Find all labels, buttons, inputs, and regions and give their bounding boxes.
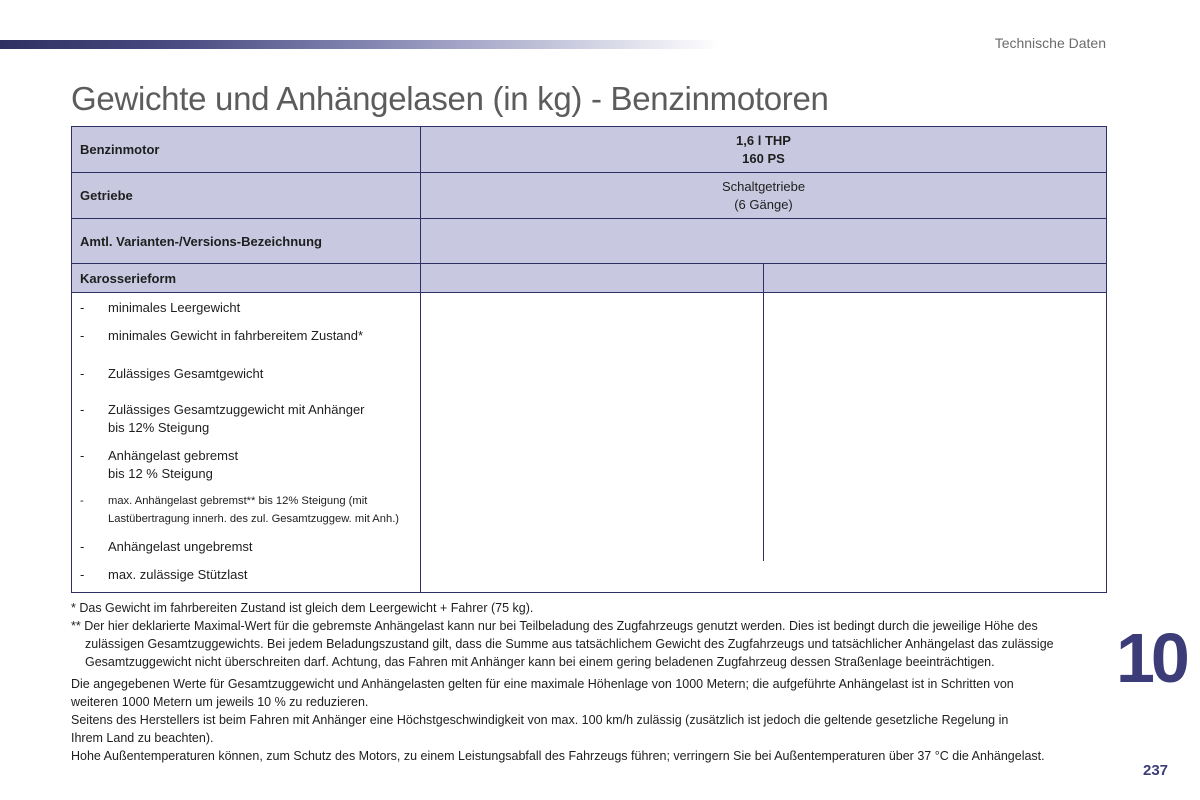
engine-value bbox=[421, 127, 1107, 173]
speed-note bbox=[71, 711, 1111, 747]
item-text bbox=[108, 492, 420, 538]
chapter-number: 10 bbox=[1116, 619, 1186, 697]
gearbox-gears: (6 Gänge) bbox=[734, 196, 793, 212]
item-text-line2: bis 12 % Steigung bbox=[108, 466, 213, 481]
item-text: Zulässiges Gesamtgewicht bbox=[108, 366, 264, 381]
values-area bbox=[421, 293, 1106, 590]
item-dash: - bbox=[80, 300, 85, 315]
engine-label: Benzinmotor bbox=[72, 127, 421, 173]
item-text: minimales Leergewicht bbox=[108, 300, 241, 315]
body-value-col2 bbox=[764, 264, 1107, 293]
gearbox-label: Getriebe bbox=[72, 173, 421, 219]
page-number: 237 bbox=[1143, 762, 1169, 779]
section-label: Technische Daten bbox=[994, 35, 1106, 51]
footnote-weight: * Das Gewicht im fahrbereiten Zustand ist gleich dem Leergewicht + Fahrer (75 kg). bbox=[71, 601, 534, 615]
column-divider bbox=[763, 293, 764, 561]
footnote-line: ** Der hier deklarierte Maximal-Wert für die gebremste Anhängelast kann nur bei Teilbeladung des Zugfahrzeugs genutzt werden. Dies ist bedingt durch die jeweilige Höhe des bbox=[71, 619, 1038, 633]
table-row-body bbox=[72, 264, 1107, 293]
list-item bbox=[72, 401, 420, 447]
item-text: minimales Gewicht in fahrbereitem Zustand* bbox=[108, 328, 364, 343]
body-value-col1 bbox=[421, 264, 764, 293]
weights-table bbox=[71, 126, 1107, 593]
list-item bbox=[72, 365, 420, 401]
note-line: Die angegebenen Werte für Gesamtzuggewicht und Anhängelasten gelten für eine maximale Höhenlage von 1000 Metern; die aufgeführte Anhängelast ist in Schritten von bbox=[71, 677, 1014, 691]
list-item bbox=[72, 327, 420, 365]
item-text-line2: Lastübertragung innerh. des zul. Gesamtzuggew. mit Anh.) bbox=[108, 513, 400, 525]
table-row-engine bbox=[72, 127, 1107, 173]
list-item bbox=[72, 566, 420, 588]
item-dash: - bbox=[80, 539, 85, 554]
temperature-note: Hohe Außentemperaturen können, zum Schutz des Motors, zu einem Leistungsabfall des Fahrzeugs führen; verringern Sie bei Außentemperaturen über 37 °C die Anhängelast. bbox=[71, 749, 1045, 763]
items-values-cell bbox=[421, 293, 1107, 593]
variant-label: Amtl. Varianten-/Versions-Bezeichnung bbox=[72, 219, 421, 264]
table-row-gearbox bbox=[72, 173, 1107, 219]
footnote-line: zulässigen Gesamtzuggewichts. Bei jedem Beladungszustand gilt, dass die Summe aus tatsächlichem Gewicht des Zugfahrzeugs und tatsächlicher Anhängelast das zulässige bbox=[85, 637, 1054, 651]
header-decoration-bar bbox=[0, 40, 720, 49]
item-text-line1: Anhängelast gebremst bbox=[108, 448, 239, 463]
item-dash: - bbox=[80, 567, 85, 582]
item-dash: - bbox=[80, 328, 85, 343]
item-text: Anhängelast ungebremst bbox=[108, 539, 253, 554]
item-text bbox=[108, 401, 420, 447]
item-text-line1: max. Anhängelast gebremst** bis 12% Steigung (mit bbox=[108, 495, 368, 507]
note-line: weiteren 1000 Metern um jeweils 10 % zu reduzieren. bbox=[71, 695, 369, 709]
note-line: Seitens des Herstellers ist beim Fahren mit Anhänger eine Höchstgeschwindigkeit von max. 100 km/h zulässig (zusätzlich ist jedoch die geltende gesetzliche Regelung in bbox=[71, 713, 1009, 727]
item-dash: - bbox=[80, 495, 84, 507]
items-list bbox=[72, 293, 420, 592]
item-text bbox=[108, 447, 420, 492]
item-dash: - bbox=[80, 448, 85, 463]
body-label: Karosserieform bbox=[72, 264, 421, 293]
list-item bbox=[72, 492, 420, 538]
note-line: Ihrem Land zu beachten). bbox=[71, 731, 214, 745]
table-row-items bbox=[72, 293, 1107, 593]
page-title: Gewichte und Anhängelasen (in kg) - Benzinmotoren bbox=[71, 80, 829, 117]
list-item bbox=[72, 299, 420, 327]
list-item bbox=[72, 447, 420, 492]
item-dash: - bbox=[80, 402, 85, 417]
gearbox-type: Schaltgetriebe bbox=[721, 178, 806, 194]
engine-power: 160 PS bbox=[742, 150, 785, 166]
footnote-line: Gesamtzuggewicht nicht überschreiten darf. Achtung, das Fahren mit Anhänger kann bei einem gering beladenen Zugfahrzeug dessen Straßenlage beeinträchtigen. bbox=[85, 655, 995, 669]
item-dash: - bbox=[80, 366, 85, 381]
list-item bbox=[72, 538, 420, 566]
gearbox-value bbox=[421, 173, 1107, 219]
footnote-trailer-load bbox=[71, 617, 1111, 671]
item-text-line1: Zulässiges Gesamtzuggewicht mit Anhänger bbox=[108, 402, 365, 417]
variant-value bbox=[421, 219, 1107, 264]
notes-section bbox=[71, 599, 1111, 765]
item-text-line2: bis 12% Steigung bbox=[108, 420, 210, 435]
altitude-note bbox=[71, 675, 1111, 711]
table-row-variant bbox=[72, 219, 1107, 264]
items-cell bbox=[72, 293, 421, 593]
item-text: max. zulässige Stützlast bbox=[108, 567, 248, 582]
engine-displacement: 1,6 l THP bbox=[736, 132, 791, 148]
